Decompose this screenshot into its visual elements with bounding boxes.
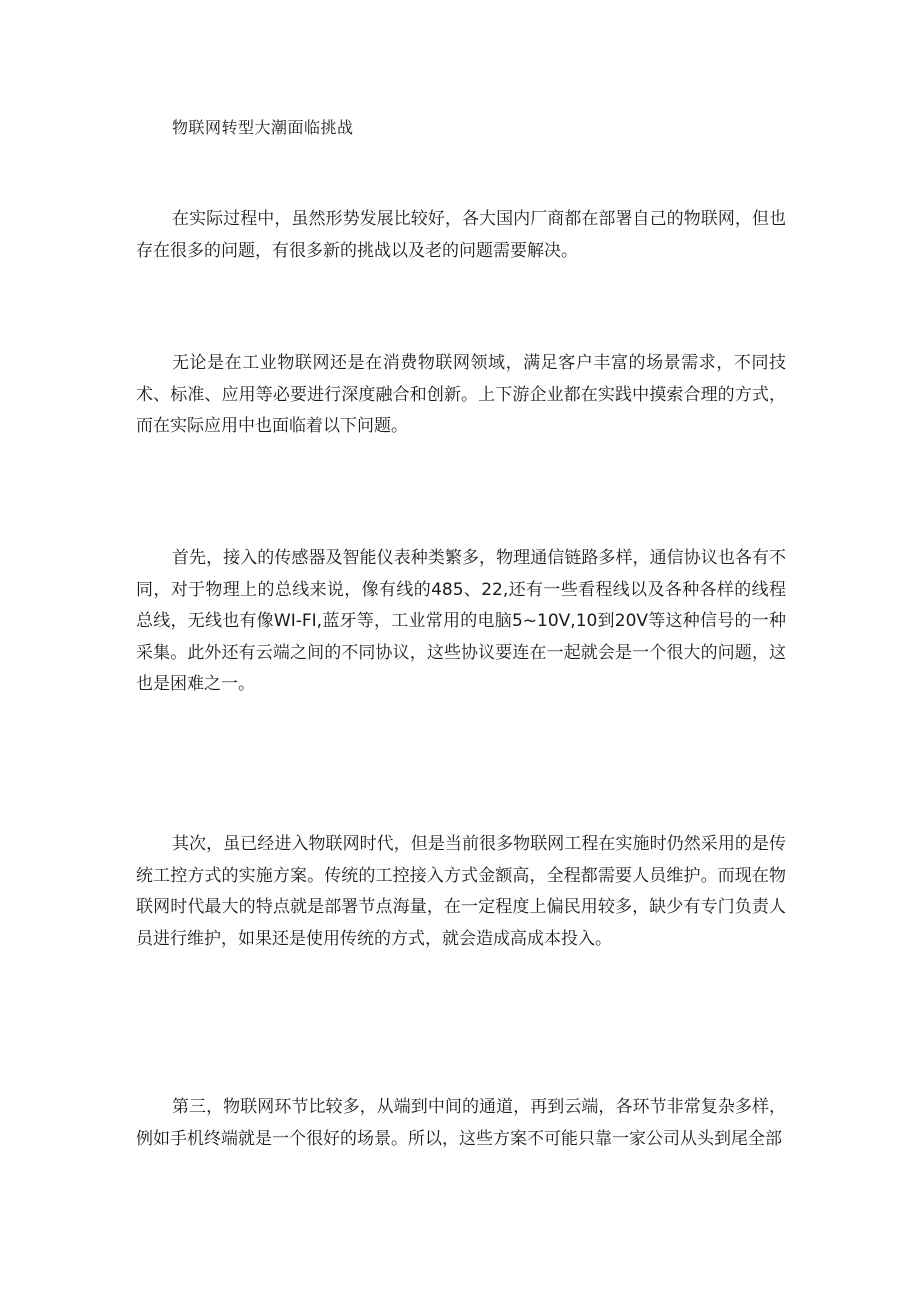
document-title: 物联网转型大潮面临挑战 (172, 118, 354, 137)
paragraph-first-issue: 首先，接入的传感器及智能仪表种类繁多，物理通信链路多样，通信协议也各有不同，对于物理上的总线来说，像有线的485、22,还有一些看程线以及各种各样的线程总线，无线也有像WI-FI,蓝牙等，工业常用的电脑5~10V,10到20V等这种信号的一种采集。此外还有云端之间的不同协议，这些协议要连在一起就会是一个很大的问题，这也是困难之一。 (136, 548, 786, 694)
paragraph-second-issue: 其次，虽已经进入物联网时代，但是当前很多物联网工程在实施时仍然采用的是传统工控方式的实施方案。传统的工控接入方式金额高，全程都需要人员维护。而现在物联网时代最大的特点就是部署节点海量，在一定程度上偏民用较多，缺少有专门负责人员进行维护，如果还是使用传统的方式，就会造成高成本投入。 (136, 834, 786, 949)
paragraph-context: 无论是在工业物联网还是在消费物联网领域，满足客户丰富的场景需求，不同技术、标准、应用等必要进行深度融合和创新。上下游企业都在实践中摸索合理的方式，而在实际应用中也面临着以下问题。 (136, 353, 786, 436)
paragraph-intro: 在实际过程中，虽然形势发展比较好，各大国内厂商都在部署自己的物联网，但也存在很多的问题，有很多新的挑战以及老的问题需要解决。 (136, 209, 786, 261)
paragraph-third-issue: 第三，物联网环节比较多，从端到中间的通道，再到云端，各环节非常复杂多样，例如手机终端就是一个很好的场景。所以，这些方案不可能只靠一家公司从头到尾全部 (136, 1097, 786, 1149)
